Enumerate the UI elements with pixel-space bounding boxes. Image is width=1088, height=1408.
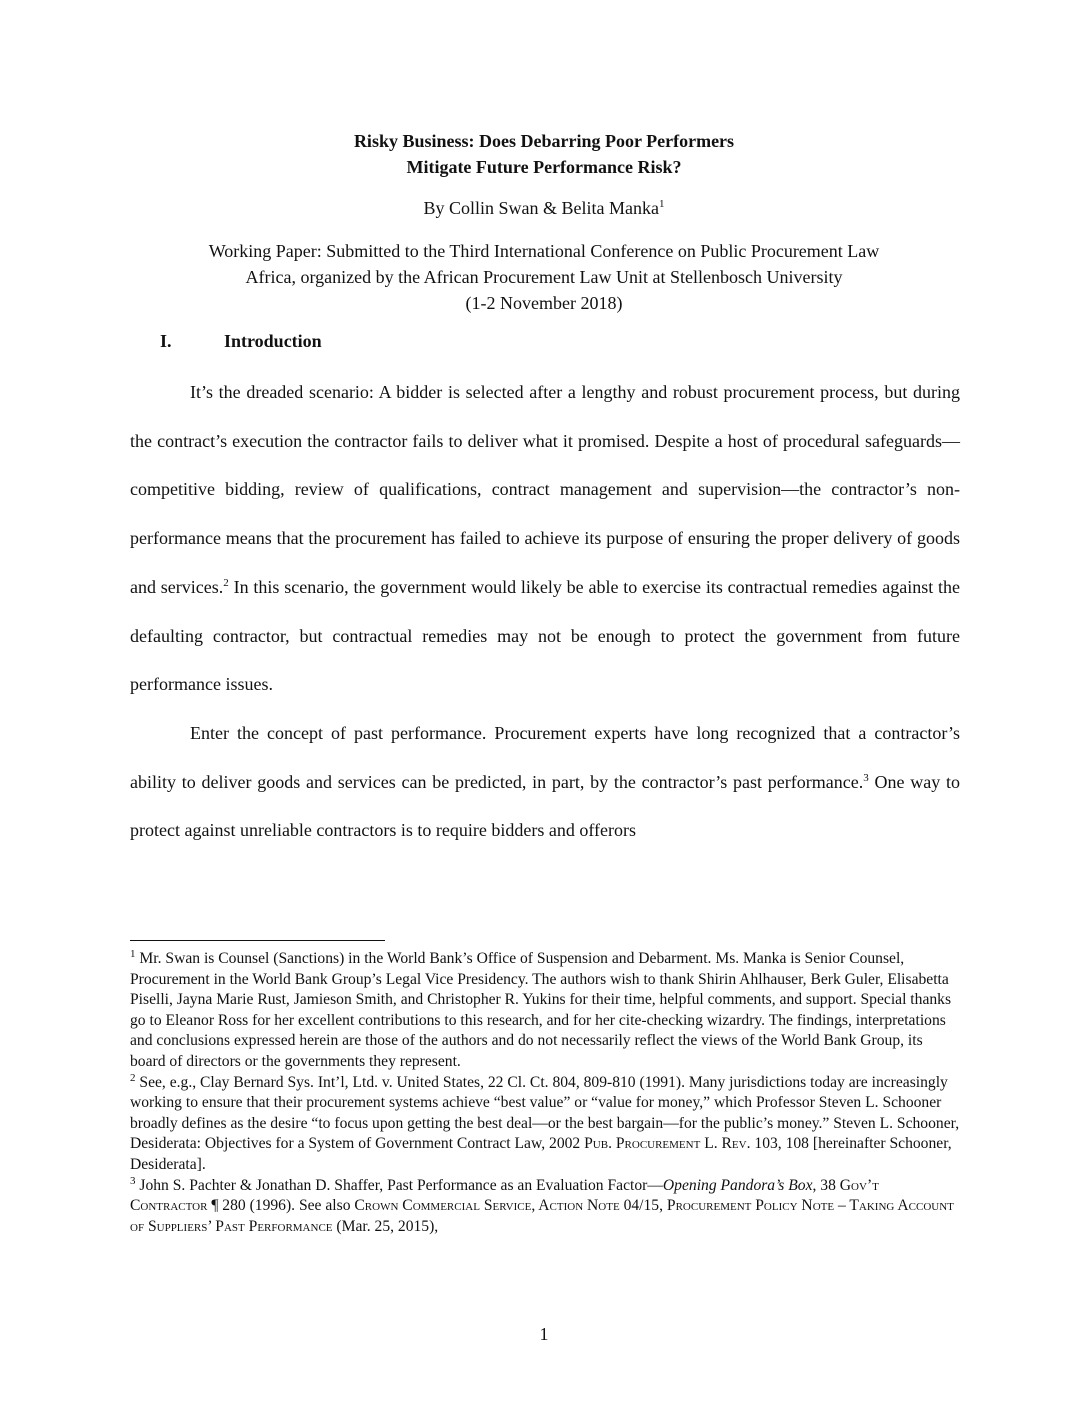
paper-title-line-1: Risky Business: Does Debarring Poor Performers [353,131,735,151]
footnote-2-journal: Pub. Procurement L. Rev. [584,1135,751,1153]
page-number: 1 [539,1324,549,1344]
byline-footnote-mark[interactable]: 1 [659,198,665,210]
footnote-1-mark: 1 [130,947,136,960]
working-paper-line-1: Working Paper: Submitted to the Third International Conference on Public Procurement Law [208,241,880,261]
footnote-3-text-d: 04/15, [619,1197,667,1215]
footnote-2-text-end: 103, 108 [hereinafter Schooner, Desiderata]. [130,1135,952,1173]
paragraph-2-tail: One way to protect against unreliable contractors is to require bidders and offerors [130,771,960,841]
footnote-2 [130,1073,960,1176]
section-number: I. [160,331,172,351]
body-text [130,368,960,855]
working-paper-line-2: Africa, organized by the African Procurement Law Unit at Stellenbosch University [245,267,843,287]
footnote-3-text: John S. Pachter & Jonathan D. Shaffer, Past Performance as an Evaluation Factor— [135,1176,663,1194]
footnote-separator [130,940,385,941]
byline [0,196,1088,220]
footnote-1 [130,949,960,1073]
footnote-ref-3[interactable]: 3 [863,771,869,784]
paragraph-1-text: It’s the dreaded scenario: A bidder is selected after a lengthy and robust procurement process, but during the contract’s execution the contractor fails to deliver what it promised. Despite a host of procedural safeguards—competitive bidding, review of qualifications, contract management and supervision—the contractor’s non-performance means that the procurement has failed to achieve its purpose of ensuring the proper delivery of goods and services. [130,382,960,597]
footnote-3-source: Crown Commercial Service, Action Note [354,1197,620,1215]
footnote-2-mark: 2 [130,1071,136,1084]
footnote-3 [130,1176,960,1238]
footnote-1-text: Mr. Swan is Counsel (Sanctions) in the World Bank’s Office of Suspension and Debarment. Ms. Manka is Senior Counsel, Procurement in the World Bank Group’s Legal Vice Presidency. The authors wish to thank Shirin Ahlhauser, Berk Guler, Elisabetta Piselli, Jayna Marie Rust, Jamieson Smith, and Christopher R. Yukins for their time, helpful comments, and support. Special thanks go to Eleanor Ross for her excellent contributions to this research, and for her cite-checking wizardry. The findings, interpretations and conclusions expressed herein are those of the authors and do not necessarily reflect the views of the World Bank Group, its board of directors or the governments they represent. [130,950,952,1070]
paragraph-1 [130,368,960,709]
footnote-3-italic: Opening Pandora’s Box [662,1176,813,1194]
footnote-ref-2[interactable]: 2 [223,576,229,589]
working-paper-line-3: (1-2 November 2018) [465,293,623,313]
footnote-3-journal: Gov’t Contractor [130,1176,879,1215]
footnote-3-text-b: , 38 [812,1176,840,1194]
footnote-3-mark: 3 [130,1174,136,1187]
paragraph-2-text: Enter the concept of past performance. Procurement experts have long recognized that a contractor’s ability to deliver goods and services can be predicted, in part, by the contractor’s past performance. [130,722,960,792]
paragraph-2 [130,709,960,855]
footnotes [130,949,960,1237]
section-title: Introduction [224,331,322,351]
paper-title-line-2: Mitigate Future Performance Risk? [406,157,682,177]
footnote-3-text-c: ¶ 280 (1996). See also [207,1197,355,1215]
footnote-3-policy-note: Procurement Policy Note – Taking Account of Suppliers’ Past Performance [130,1197,954,1235]
byline-authors: By Collin Swan & Belita Manka [423,198,659,218]
footnote-2-text: See, e.g., Clay Bernard Sys. Int’l, Ltd. v. United States, 22 Cl. Ct. 804, 809-810 (1991). Many jurisdictions today are increasingly working to ensure that their procurement systems achieve “best value” or “value for money,” which Professor Steven L. Schooner broadly defines as the desire “to focus upon getting the best deal—or the best bargain—for the public’s money.” Steven L. Schooner, Desiderata: Objectives for a System of Government Contract Law, 2002 [130,1073,960,1153]
paragraph-1-tail: In this scenario, the government would likely be able to exercise its contractual remedies against the defaulting contractor, but contractual remedies may not be enough to protect the government from future performance issues. [130,576,960,695]
footnote-3-text-e: (Mar. 25, 2015), [332,1217,439,1235]
